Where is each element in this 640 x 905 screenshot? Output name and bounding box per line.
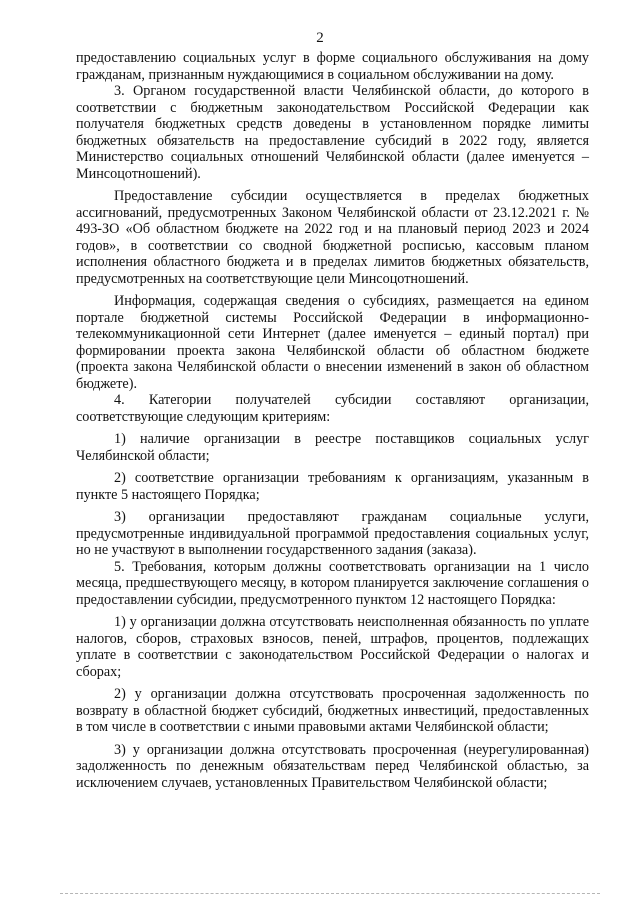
paragraph-continuation: предоставлению социальных услуг в форме социального обслуживания на дому гражданам, признанным нуждающимися в социальном обслуживании на дому. <box>76 50 589 83</box>
document-body <box>76 50 589 791</box>
requirement-2: 2) у организации должна отсутствовать просроченная задолженность по возврату в областной бюджет субсидий, бюджетных инвестиций, предоставленных в том числе в соответствии с иными правовыми актами Челябинской области; <box>76 686 589 735</box>
criterion-2: 2) соответствие организации требованиям к организациям, указанным в пункте 5 настоящего Порядка; <box>76 470 589 503</box>
paragraph-item-5: 5. Требования, которым должны соответствовать организации на 1 число месяца, предшествующего месяцу, в котором планируется заключение соглашения о предоставлении субсидии, предусмотренного пунктом 12 настоящего Порядка: <box>76 558 589 608</box>
paragraph-subsidy-provision: Предоставление субсидии осуществляется в пределах бюджетных ассигнований, предусмотренных Законом Челябинской области от 23.12.2021 г. № 493-ЗО «Об областном бюджете на 2022 год и на плановый период 2023 и 2024 годов», в соответствии со сводной бюджетной росписью, кассовым планом исполнения областного бюджета и в пределах лимитов бюджетных обязательств, предусмотренных на соответствующие цели Минсоцотношений. <box>76 188 589 287</box>
requirement-3: 3) у организации должна отсутствовать просроченная (неурегулированная) задолженность по денежным обязательствам перед Челябинской областью, за исключением случаев, установленных Правительством Челябинской области; <box>76 741 589 791</box>
paragraph-item-3: 3. Органом государственной власти Челябинской области, до которого в соответствии с бюджетным законодательством Российской Федерации как получателя бюджетных средств доведены в установленном порядке лимиты бюджетных обязательств на предоставление субсидий в 2022 году, является Министерство социальных отношений Челябинской области (далее именуется – Минсоцотношений). <box>76 83 589 182</box>
requirement-1: 1) у организации должна отсутствовать неисполненная обязанность по уплате налогов, сборов, страховых взносов, пеней, штрафов, процентов, подлежащих уплате в соответствии с законодательством Российской Федерации о налогах и сборах; <box>76 614 589 680</box>
criterion-1: 1) наличие организации в реестре поставщиков социальных услуг Челябинской области; <box>76 431 589 464</box>
criterion-3: 3) организации предоставляют гражданам социальные услуги, предусмотренные индивидуальной программой предоставления социальных услуг, но не участвуют в выполнении государственного задания (заказа). <box>76 509 589 558</box>
scan-bottom-edge <box>60 893 600 894</box>
paragraph-item-4: 4. Категории получателей субсидии составляют организации, соответствующие следующим критериям: <box>76 392 589 425</box>
paragraph-information-portal: Информация, содержащая сведения о субсидиях, размещается на едином портале бюджетной системы Российской Федерации в информационно-телекоммуникационной сети Интернет (далее именуется – единый портал) при формировании проекта закона Челябинской области об областном бюджете (проекта закона Челябинской области о внесении изменений в закон об областном бюджете). <box>76 293 589 392</box>
page-number: 2 <box>316 30 324 46</box>
